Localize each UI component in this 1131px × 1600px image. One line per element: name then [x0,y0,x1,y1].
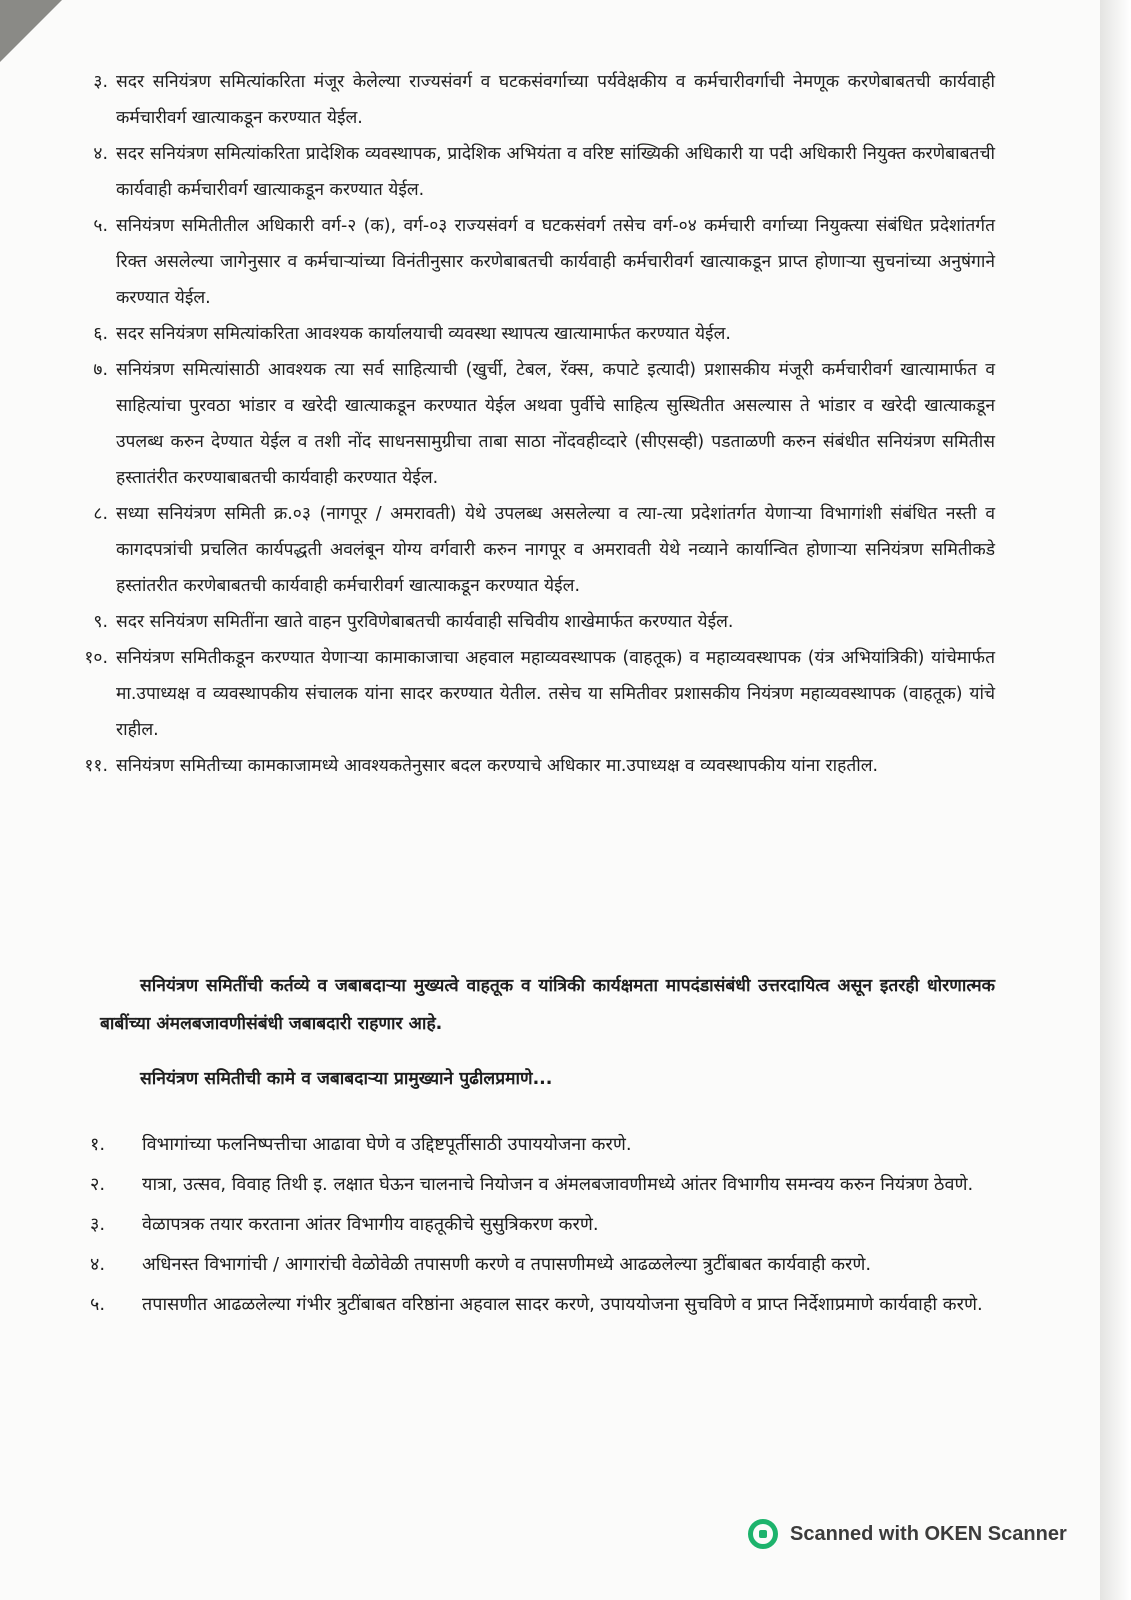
list-item [60,316,995,352]
item-text: वेळापत्रक तयार करताना आंतर विभागीय वाहतूकीचे सुसुत्रिकरण करणे. [142,1214,599,1235]
scanner-label: Scanned with OKEN Scanner [790,1522,1067,1545]
list-item [60,208,995,316]
item-text: सनियंत्रण समित्यांसाठी आवश्यक त्या सर्व साहित्याची (खुर्ची, टेबल, रॅक्स, कपाटे इत्यादी) प्रशासकीय मंजूरी कर्मचारीवर्ग खात्यामार्फत व साहित्यांचा पुरवठा भांडार व खरेदी खात्याकडून करण्यात येईल अथवा पुर्वीचे साहित्य सुस्थितीत असल्यास ते भांडार व खरेदी खात्याकडून उपलब्ध करुन देण्यात येईल व तशी नोंद साधनसामुग्रीचा ताबा साठा नोंदवहीव्दारे (सीएसव्ही) पडताळणी करुन संबंधीत सनियंत्रण समितीस हस्तातंरीत करण्याबाबतची कार्यवाही करण्यात येईल. [116,360,995,488]
item-number: ४. [90,1254,106,1275]
scanner-watermark [748,1518,1067,1550]
item-number: ६. [93,324,108,344]
scanner-logo-icon [748,1519,778,1549]
list-item [80,1165,1000,1205]
item-number: ९. [93,612,108,632]
list-item [80,1285,1000,1325]
item-number: ३. [93,72,108,92]
list-item [80,1205,1000,1245]
item-number: ८. [93,504,108,524]
page-edge-shadow [1100,0,1131,1600]
list-item [80,1245,1000,1285]
list-item [60,604,995,640]
item-text: सनियंत्रण समितीच्या कामकाजामध्ये आवश्यकतेनुसार बदल करण्याचे अधिकार मा.उपाध्यक्ष व व्यवस्थापकीय यांना राहतील. [116,756,879,776]
item-number: १. [90,1134,106,1155]
item-text: सध्या सनियंत्रण समिती क्र.०३ (नागपूर / अमरावती) येथे उपलब्ध असलेल्या व त्या-त्या प्रदेशांतर्गत येणाऱ्या विभागांशी संबंधित नस्ती व कागदपत्रांची प्रचलित कार्यपद्धती अवलंबून योग्य वर्गवारी करुन नागपूर व अमरावती येथे नव्याने कार्यान्वित होणाऱ्या सनियंत्रण समितीकडे हस्तांतरीत करणेबाबतची कार्यवाही कर्मचारीवर्ग खात्याकडून करण्यात येईल. [116,504,995,596]
item-number: ५. [93,216,108,236]
list-item [60,640,995,748]
item-number: १०. [84,648,108,668]
item-text: यात्रा, उत्सव, विवाह तिथी इ. लक्षात घेऊन चालनाचे नियोजन व अंमलबजावणीमध्ये आंतर विभागीय समन्वय करुन नियंत्रण ठेवणे. [142,1174,974,1195]
item-number: ७. [93,360,108,380]
item-text: तपासणीत आढळलेल्या गंभीर त्रुटींबाबत वरिष्ठांना अहवाल सादर करणे, उपाययोजना सुचविणे व प्राप्त निर्देशाप्रमाणे कार्यवाही करणे. [142,1294,983,1315]
list-item [60,136,995,208]
list-item [60,496,995,604]
numbered-list-bottom [80,1125,1000,1325]
numbered-list-top [60,64,995,784]
item-text: सनियंत्रण समितीकडून करण्यात येणाऱ्या कामाकाजाचा अहवाल महाव्यवस्थापक (वाहतूक) व महाव्यवस्थापक (यंत्र अभियांत्रिकी) यांचेमार्फत मा.उपाध्यक्ष व व्यवस्थापकीय संचालक यांना सादर करण्यात येतील. तसेच या समितीवर प्रशासकीय नियंत्रण महाव्यवस्थापक (वाहतूक) यांचे राहील. [116,648,995,740]
list-item [60,352,995,496]
item-text: सदर सनियंत्रण समित्यांकरिता आवश्यक कार्यालयाची व्यवस्था स्थापत्य खात्यामार्फत करण्यात येईल. [116,324,731,344]
section-heading: सनियंत्रण समितीची कामे व जबाबदाऱ्या प्रामुख्याने पुढीलप्रमाणे... [140,1069,553,1089]
item-number: ५. [90,1294,106,1315]
item-number: ४. [93,144,108,164]
item-text: विभागांच्या फलनिष्पत्तीचा आढावा घेणे व उद्दिष्टपूर्तीसाठी उपाययोजना करणे. [142,1134,632,1155]
item-text: सदर सनियंत्रण समितींना खाते वाहन पुरविणेबाबतची कार्यवाही सचिवीय शाखेमार्फत करण्यात येईल. [116,612,734,632]
logo-dot [759,1530,767,1538]
responsibilities-paragraph: सनियंत्रण समितींची कर्तव्ये व जबाबदाऱ्या मुख्यत्वे वाहतूक व यांत्रिकी कार्यक्षमता मापदंडासंबंधी उत्तरदायित्व असून इतरही धोरणात्मक बाबींच्या अंमलबजावणीसंबंधी जबाबदारी राहणार आहे. [100,976,995,1035]
item-number: ३. [90,1214,106,1235]
list-item [80,1125,1000,1165]
item-number: ११. [84,756,108,776]
item-text: सनियंत्रण समितीतील अधिकारी वर्ग-२ (क), वर्ग-०३ राज्यसंवर्ग व घटकसंवर्ग तसेच वर्ग-०४ कर्मचारी वर्गाच्या नियुक्त्या संबंधित प्रदेशांतर्गत रिक्त असलेल्या जागेनुसार व कर्मचाऱ्यांच्या विनंतीनुसार करणेबाबतची कार्यवाही कर्मचारीवर्ग खात्याकडून प्राप्त होणाऱ्या सुचनांच्या अनुषंगाने करण्यात येईल. [116,216,995,308]
item-number: २. [90,1174,106,1195]
folded-corner [0,0,62,62]
list-item [60,748,995,784]
list-item [60,64,995,136]
item-text: सदर सनियंत्रण समित्यांकरिता प्रादेशिक व्यवस्थापक, प्रादेशिक अभियंता व वरिष्ट सांख्यिकी अधिकारी या पदी अधिकारी नियुक्त करणेबाबतची कार्यवाही कर्मचारीवर्ग खात्याकडून करण्यात येईल. [116,144,995,200]
item-text: अधिनस्त विभागांची / आगारांची वेळोवेळी तपासणी करणे व तपासणीमध्ये आढळलेल्या त्रुटींबाबत कार्यवाही करणे. [142,1254,872,1275]
item-text: सदर सनियंत्रण समित्यांकरिता मंजूर केलेल्या राज्यसंवर्ग व घटकसंवर्गाच्या पर्यवेक्षकीय व कर्मचारीवर्गाची नेमणूक करणेबाबतची कार्यवाही कर्मचारीवर्ग खात्याकडून करण्यात येईल. [116,72,995,128]
